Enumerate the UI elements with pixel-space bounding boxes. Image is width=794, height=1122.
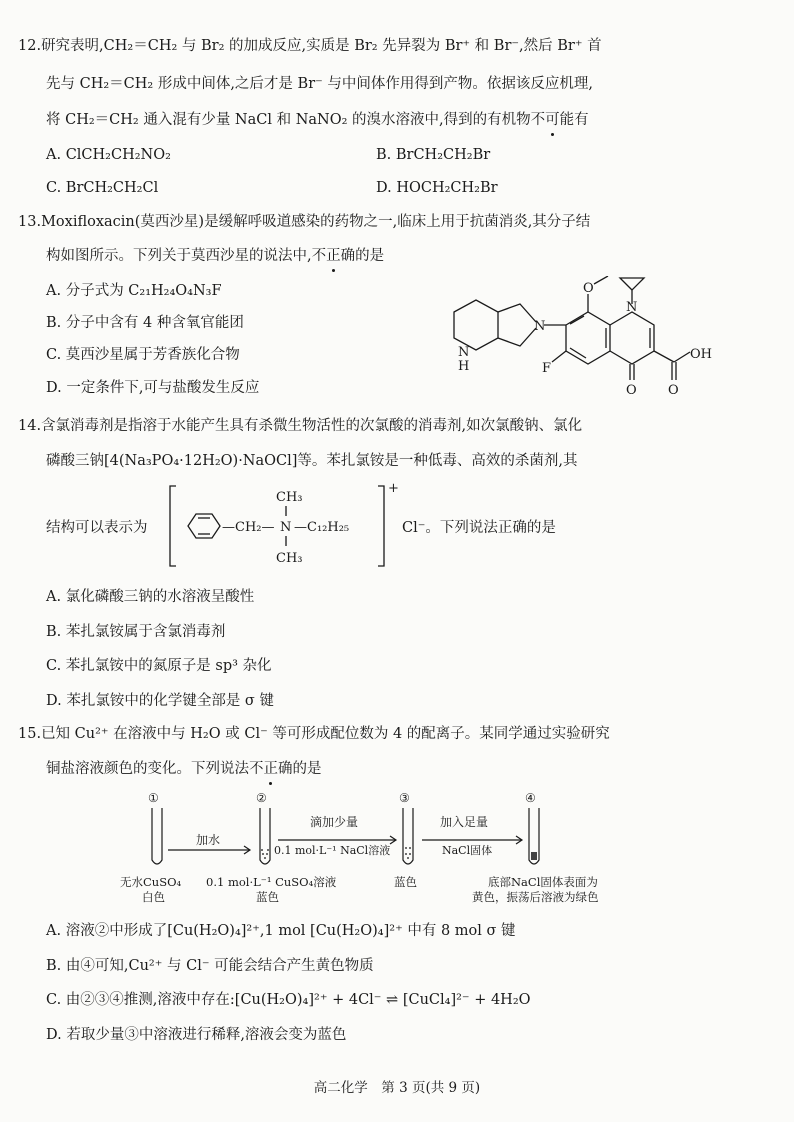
group-c12h25: —C₁₂H₂₅ bbox=[294, 520, 350, 535]
q13-option-b[interactable]: B. 分子中含有 4 种含氧官能团 bbox=[46, 315, 244, 331]
atom-n-quaternary: N bbox=[280, 520, 292, 535]
q12-line-3: 将 CH₂＝CH₂ 通入混有少量 NaCl 和 NaNO₂ 的溴水溶液中,得到的有机物不可能有 bbox=[46, 112, 589, 128]
q14-line-3b: Cl⁻。下列说法正确的是 bbox=[402, 520, 556, 536]
arrow-label-dropwise: 滴加少量 bbox=[310, 815, 359, 829]
tube-label-2: ② bbox=[256, 791, 267, 805]
caption-3: 蓝色 bbox=[394, 875, 417, 889]
arrow-label-add-excess: 加入足量 bbox=[440, 815, 489, 829]
atom-nh: N bbox=[458, 345, 470, 360]
q12-option-d[interactable]: D. HOCH₂CH₂Br bbox=[376, 180, 498, 196]
q14-option-c[interactable]: C. 苯扎氯铵中的氮原子是 sp³ 杂化 bbox=[46, 658, 272, 674]
tube-label-1: ① bbox=[148, 791, 159, 805]
q14-option-b[interactable]: B. 苯扎氯铵属于含氯消毒剂 bbox=[46, 624, 226, 640]
tube-label-3: ③ bbox=[399, 791, 410, 805]
q13-option-d[interactable]: D. 一定条件下,可与盐酸发生反应 bbox=[46, 380, 260, 396]
benzalkonium-structure bbox=[166, 480, 402, 572]
q13-line-2: 构如图所示。下列关于莫西沙星的说法中,不正确的是 bbox=[46, 248, 385, 264]
q15-line-2: 铜盐溶液颜色的变化。下列说法不正确的是 bbox=[46, 761, 322, 777]
q14-number: 14. bbox=[18, 418, 42, 434]
q13-number: 13. bbox=[18, 214, 42, 230]
q12-line-1: 12.研究表明,CH₂＝CH₂ 与 Br₂ 的加成反应,实质是 Br₂ 先异裂为 Br⁺ 和 Br⁻,然后 Br⁺ 首 bbox=[18, 38, 602, 54]
atom-o-keto: O bbox=[626, 383, 637, 398]
q15-option-c[interactable]: C. 由②③④推测,溶液中存在:[Cu(H₂O)₄]²⁺ + 4Cl⁻ ⇌ [CuCl₄]²⁻ + 4H₂O bbox=[46, 992, 531, 1008]
arrow-label-add-water: 加水 bbox=[196, 833, 221, 847]
q12-number: 12. bbox=[18, 38, 42, 54]
q13-option-a[interactable]: A. 分子式为 C₂₁H₂₄O₄N₃F bbox=[46, 283, 222, 299]
moxifloxacin-structure bbox=[428, 276, 718, 404]
caption-4a: 底部NaCl固体表面为 bbox=[488, 875, 598, 889]
q12-option-c[interactable]: C. BrCH₂CH₂Cl bbox=[46, 180, 159, 196]
q13-option-c[interactable]: C. 莫西沙星属于芳香族化合物 bbox=[46, 347, 240, 363]
tube-label-4: ④ bbox=[525, 791, 536, 805]
q15-option-a[interactable]: A. 溶液②中形成了[Cu(H₂O)₄]²⁺,1 mol [Cu(H₂O)₄]²⁺ 中有 8 mol σ 键 bbox=[46, 923, 516, 939]
q12-option-b[interactable]: B. BrCH₂CH₂Br bbox=[376, 147, 491, 163]
group-ch3-bottom: CH₃ bbox=[276, 551, 303, 566]
atom-n2: N bbox=[534, 319, 546, 334]
emphasis-incorrect: 不正确 bbox=[249, 761, 293, 777]
caption-2b: 蓝色 bbox=[256, 890, 279, 904]
caption-4b: 黄色，振荡后溶液为绿色 bbox=[472, 890, 599, 904]
atom-h: H bbox=[458, 359, 470, 374]
caption-1a: 无水CuSO₄ bbox=[120, 875, 182, 889]
emphasis-incorrect: 不正确 bbox=[311, 248, 356, 264]
atom-o-acid: O bbox=[668, 383, 679, 398]
q12-line-2: 先与 CH₂＝CH₂ 形成中间体,之后才是 Br⁻ 与中间体作用得到产物。依据该反应机理, bbox=[46, 76, 593, 92]
q14-option-a[interactable]: A. 氯化磷酸三钠的水溶液呈酸性 bbox=[46, 589, 255, 605]
atom-o-methoxy: O bbox=[583, 281, 594, 296]
group-ch2: —CH₂— bbox=[222, 520, 275, 535]
arrow-label-nacl-solid: NaCl固体 bbox=[442, 844, 493, 857]
q12-option-a[interactable]: A. ClCH₂CH₂NO₂ bbox=[46, 147, 171, 163]
atom-n1: N bbox=[626, 300, 638, 315]
page-footer: 高二化学 第 3 页(共 9 页) bbox=[313, 1080, 481, 1096]
q14-line-3a: 结构可以表示为 bbox=[46, 520, 148, 536]
atom-oh: OH bbox=[690, 347, 712, 362]
arrow-label-nacl-solution: 0.1 mol·L⁻¹ NaCl溶液 bbox=[274, 844, 391, 857]
q15-line-1: 15.已知 Cu²⁺ 在溶液中与 H₂O 或 Cl⁻ 等可形成配位数为 4 的配离子。某同学通过实验研究 bbox=[18, 726, 610, 742]
charge-plus: + bbox=[388, 481, 399, 496]
q15-option-d[interactable]: D. 若取少量③中溶液进行稀释,溶液会变为蓝色 bbox=[46, 1027, 347, 1043]
q15-option-b[interactable]: B. 由④可知,Cu²⁺ 与 Cl⁻ 可能会结合产生黄色物质 bbox=[46, 958, 374, 974]
experiment-diagram bbox=[110, 790, 670, 908]
q15-number: 15. bbox=[18, 726, 42, 742]
q14-option-d[interactable]: D. 苯扎氯铵中的化学键全部是 σ 键 bbox=[46, 693, 274, 709]
emphasis-not-possible: 不可能 bbox=[530, 112, 575, 128]
caption-1b: 白色 bbox=[142, 890, 165, 904]
atom-f: F bbox=[542, 361, 552, 376]
q14-line-1: 14.含氯消毒剂是指溶于水能产生具有杀微生物活性的次氯酸的消毒剂,如次氯酸钠、氯化 bbox=[18, 418, 583, 434]
caption-2a: 0.1 mol·L⁻¹ CuSO₄溶液 bbox=[206, 875, 337, 889]
q13-line-1: 13.Moxifloxacin(莫西沙星)是缓解呼吸道感染的药物之一,临床上用于抗菌消炎,其分子结 bbox=[18, 214, 591, 230]
group-ch3-top: CH₃ bbox=[276, 490, 303, 505]
q14-line-2: 磷酸三钠[4(Na₃PO₄·12H₂O)·NaOCl]等。苯扎氯铵是一种低毒、高效的杀菌剂,其 bbox=[46, 453, 578, 469]
